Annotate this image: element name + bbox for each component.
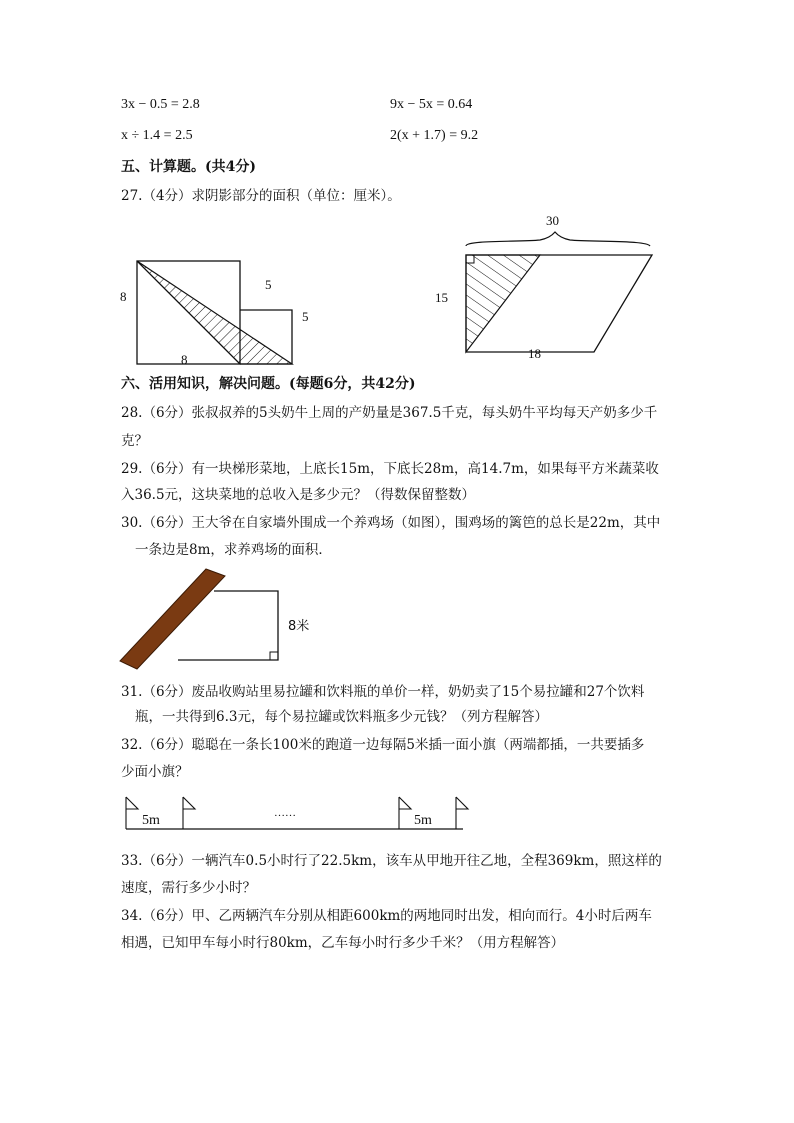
figure-shaded-triangle <box>118 255 308 370</box>
question-29-line1: 29.（6分）有一块梯形菜地，上底长15m，下底长28m，高14.7m，如果每平方米蔬菜收 <box>121 461 659 477</box>
question-27: 27.（4分）求阴影部分的面积（单位：厘米）。 <box>121 188 401 204</box>
question-32-line1: 32.（6分）聪聪在一条长100米的跑道一边每隔5米插一面小旗（两端都插，一共要插多 <box>121 737 645 753</box>
question-30-line1: 30.（6分）王大爷在自家墙外围成一个养鸡场（如图），围鸡场的篱笆的总长是22m，其中 <box>121 515 661 531</box>
equation-3: x ÷ 1.4 = 2.5 <box>121 128 193 143</box>
question-30-line2: 一条边是8m，求养鸡场的面积． <box>135 542 332 558</box>
question-28-line1: 28.（6分）张叔叔养的5头奶牛上周的产奶量是367.5千克，每头奶牛平均每天产奶多少千 <box>121 405 658 421</box>
section-6-title: 六、活用知识，解决问题。(每题6分，共42分) <box>121 376 416 392</box>
fig1-left-label: 8 <box>120 289 127 304</box>
fig4-left-gap-label: 5m <box>142 813 160 828</box>
fig2-bottom-label: 18 <box>528 346 541 361</box>
fig4-right-gap-label: 5m <box>414 813 432 828</box>
equation-4: 2(x + 1.7) = 9.2 <box>390 128 479 143</box>
fig4-dots: …… <box>274 807 296 819</box>
fig2-left-label: 15 <box>435 290 448 305</box>
question-33-line2: 速度，需行多少小时？ <box>121 880 256 896</box>
question-32-line2: 少面小旗？ <box>121 764 189 780</box>
question-34-line2: 相遇，已知甲车每小时行80km，乙车每小时行多少千米？（用方程解答） <box>121 935 565 951</box>
question-31-line1: 31.（6分）废品收购站里易拉罐和饮料瓶的单价一样，奶奶卖了15个易拉罐和27个饮料 <box>121 684 645 700</box>
equation-2: 9x − 5x = 0.64 <box>390 97 473 112</box>
question-33-line1: 33.（6分）一辆汽车0.5小时行了22.5km，该车从甲地开往乙地，全程369km，照这样的 <box>121 853 662 869</box>
fig3-side-label: 8米 <box>288 619 310 634</box>
question-29-line2: 入36.5元，这块菜地的总收入是多少元？（得数保留整数） <box>121 487 476 503</box>
equation-1: 3x − 0.5 = 2.8 <box>121 97 200 112</box>
question-28-line2: 克？ <box>121 433 148 449</box>
figure-parallelogram <box>460 236 660 361</box>
fig2-top-label: 30 <box>546 213 559 228</box>
fig1-right-label: 5 <box>302 309 309 324</box>
section-5-title: 五、计算题。(共4分) <box>121 159 256 175</box>
fig1-bottom-label: 8 <box>181 352 188 367</box>
question-34-line1: 34.（6分）甲、乙两辆汽车分别从相距600km的两地同时出发，相向而行。4小时后两车 <box>121 908 652 924</box>
question-31-line2: 瓶，一共得到6.3元，每个易拉罐或饮料瓶多少元钱？（列方程解答） <box>135 709 548 725</box>
fig1-top-label: 5 <box>265 277 272 292</box>
